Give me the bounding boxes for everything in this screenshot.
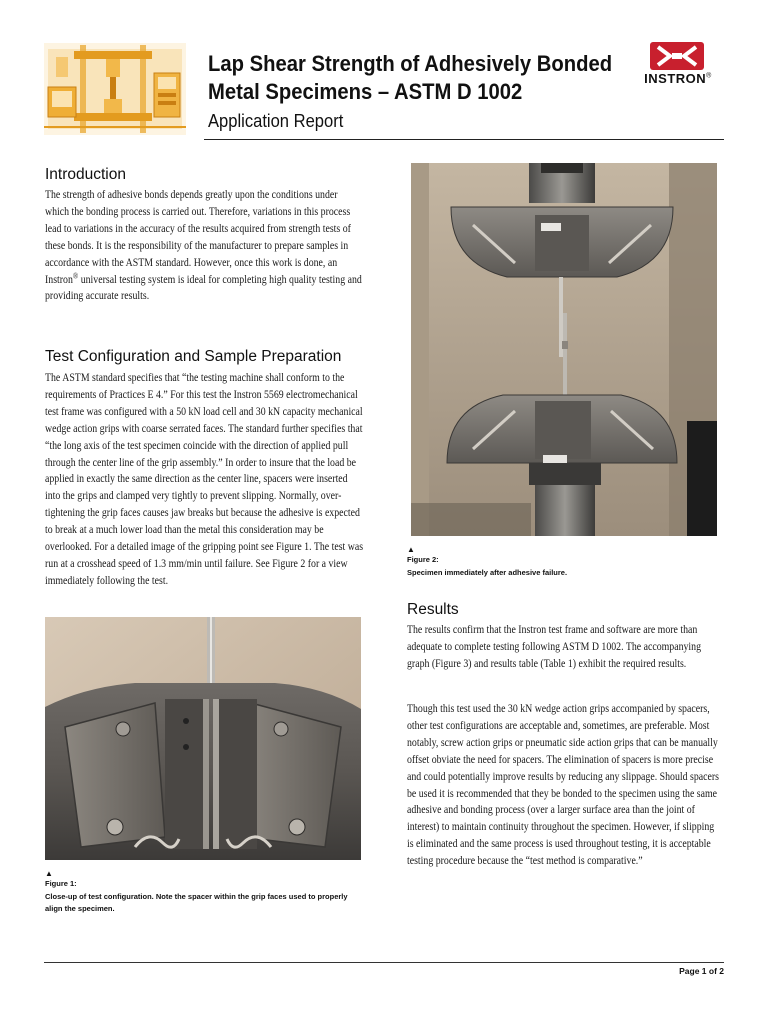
introduction-registered-mark: ® [72,270,79,280]
introduction-text-end: universal testing system is ideal for completing high quality testing and providing accurate results. [45,273,362,303]
header-illustration [44,43,186,135]
results-paragraph-1: The results confirm that the Instron test frame and software are more than adequate to complete testing following ASTM D 1002. The accompanying graph (Figure 3) and results table (Table 1) exhibit the required results. [407,624,702,670]
figure-2-caption-text: Specimen immediately after adhesive failure. [407,567,568,577]
figure-2-marker: ▲ [407,545,415,554]
introduction-heading: Introduction [45,166,126,183]
footer-divider [44,962,724,963]
figure-2-label: Figure 2: [407,555,439,564]
test-configuration-heading: Test Configuration and Sample Preparation [45,348,342,365]
test-configuration-body: The ASTM standard specifies that “the testing machine shall conform to the requirements of Practices E 4.” For this test the Instron 5569 electromechanical test frame was configured with a 50 kN load cell and 30 kN capacity mechanical wedge action grips with coarse serrated faces. The standard further specifies that “the long axis of the test specimen coincide with the direction of applied pull through the center line of the grip assembly.” In order to insure that the load be applied in exactly the same direction as the center line, spacers were inserted into the grips and clamped very tightly to prevent slipping. Normally, over-tightening the grip faces causes jaw breaks but because the adhesive is expected to break at a much lower load than the metal this consideration may be overlooked. For a detailed image of the gripping point see Figure 1. The test was run at a crosshead speed of 1.3 mm/min until failure. See Figure 2 for a view immediately following the test. [45,372,364,587]
results-heading: Results [407,601,459,618]
figure-2-photo [411,163,717,536]
figure-1-caption [45,869,361,916]
figure-1-label: Figure 1: [45,879,77,888]
results-paragraph-2: Though this test used the 30 kN wedge action grips accompanied by spacers, other test configurations are acceptable and, sometimes, are preferable. Most notably, screw action grips or pneumatic side action grips that can be manually offset obviate the need for spacers. The elimination of spacers is more precise and could potentially improve results by reducing any slippage. Should spacers be used it is recommended that they be bonded to the specimen using the same adhesive and bonding process (over a larger surface area than the joint of interest) to maintain continuity throughout the specimen. However, if slipping is eliminated and the same process is used throughout testing, it is acceptable testing procedure because the “test method is comparative.” [407,703,719,868]
figure-1-caption-text: Close-up of test configuration. Note the spacer within the grip faces used to properly align the specimen. [45,891,348,913]
page-title [208,50,613,106]
instron-logo-text [630,71,726,86]
page-number: Page 1 of 2 [679,966,724,976]
logo-text: INSTRON [644,71,707,86]
page-subtitle: Application Report [208,111,344,131]
figure-1-marker: ▲ [45,869,53,878]
introduction-text: The strength of adhesive bonds depends greatly upon the conditions under which the bonding process is carried out. Therefore, variations in this process lead to variations in the accuracy of the results acquired from strength tests of these bonds. It is the responsibility of the manufacturer to prepare samples in accordance with the ASTM standard. However, once this work is done, an Instron [45,189,351,286]
title-line-1: Lap Shear Strength of Adhesively Bonded [208,51,613,76]
logo-registered-mark: ® [706,72,712,80]
instron-logo-mark-icon [650,42,704,70]
header-divider [204,139,724,140]
title-line-2: Metal Specimens – ASTM D 1002 [208,79,523,104]
figure-1-photo [45,617,361,860]
instron-logo [630,42,726,88]
introduction-body [45,187,363,305]
figure-2-caption [407,545,717,579]
